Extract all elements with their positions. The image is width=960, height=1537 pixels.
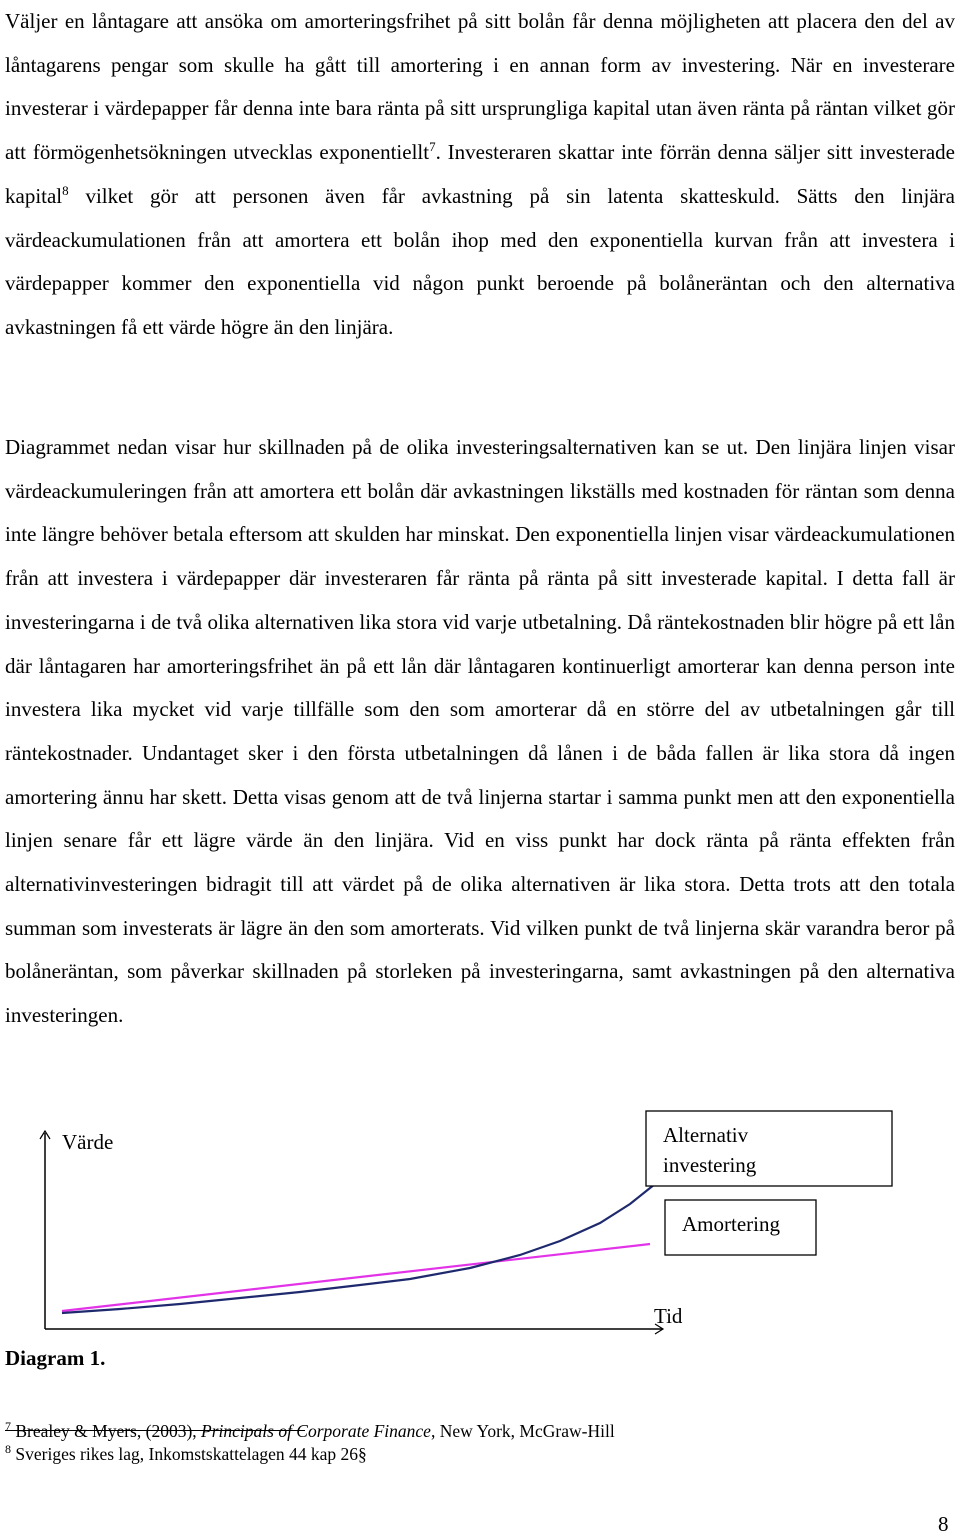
- footnote-text: , New York, McGraw-Hill: [430, 1421, 615, 1441]
- footnote-text: Brealey & Myers, (2003),: [15, 1421, 202, 1441]
- footnote-8: [5, 1443, 367, 1465]
- paragraph-text: . Investeraren skattar inte förrän denna säljer sitt investerade kapital: [5, 140, 955, 208]
- page-number: 8: [938, 1512, 949, 1536]
- diagram-caption: Diagram 1.: [5, 1346, 106, 1370]
- y-axis-label: Värde: [62, 1130, 114, 1154]
- amortering-line: [62, 1244, 650, 1311]
- legend-label-amortering: Amortering: [682, 1212, 780, 1236]
- footnote-text: Sveriges rikes lag, Inkomstskattelagen 44 kap 26§: [15, 1444, 367, 1464]
- diagram-1: [0, 1105, 960, 1355]
- x-axis-label: Tid: [654, 1304, 683, 1328]
- footnote-number: 8: [5, 1442, 11, 1457]
- body-paragraph-2: Diagrammet nedan visar hur skillnaden på de olika investeringsalternativen kan se ut. Den linjära linjen visar värdeackumuleringen från att amortera ett bolån där avkastningen likställs med kostnaden för räntan som denna inte längre behöver betala eftersom att skulden har minskat. Den exponentiella linjen visar värdeackumulationen från att investera i värdepapper där investeraren får ränta på ränta på sitt investerade kapital. I detta fall är investeringarna i de två olika alternativen lika stora vid varje utbetalning. Då räntekostnaden blir högre på ett lån där låntagaren har amorteringsfrihet än på ett lån där låntagaren kontinuerligt amorterar kan denna person inte investera lika mycket vid varje tillfälle som den som amorterar då en större del av utbetalningen går till räntekostnader. Undantaget sker i den första utbetalningen då lånen i de båda fallen är lika stora då ingen amortering ännu har skett. Detta visas genom att de två linjerna startar i samma punkt men att den exponentiella linjen senare får ett lägre värde än den linjära. Vid en viss punkt har dock ränta på ränta effekten från alternativinvesteringen bidragit till att värdet på de olika alternativen är lika stora. Detta trots att den totala summan som investerats är lägre än den som amorterats. Vid vilken punkt de två linjerna skär varandra beror på bolåneräntan, som påverkar skillnaden på storleken på investeringarna, samt avkastningen på den alternativa investeringen.: [5, 435, 955, 1028]
- body-paragraph-1: [5, 0, 955, 350]
- footnote-title: Principals of Corporate Finance: [201, 1421, 431, 1441]
- footnote-number: 7: [5, 1419, 11, 1434]
- legend-label-alternativ-1: Alternativ: [663, 1123, 749, 1147]
- paragraph-text: vilket gör att personen även får avkastning på sin latenta skatteskuld. Sätts den linjära värdeackumulationen från att amortera ett bolån ihop med den exponentiella kurvan från att investera i värdepapper kommer den exponentiella vid någon punkt beroende på bolåneräntan och den alternativa avkastningen få ett värde högre än den linjära.: [5, 183, 955, 339]
- paragraph-text: Väljer en låntagare att ansöka om amorteringsfrihet på sitt bolån får denna möjligheten att placera den del av låntagarens pengar som skulle ha gått till amortering i en annan form av investering. När en investerare investerar i värdepapper får denna inte bara ränta på sitt ursprungliga kapital utan även ränta på räntan vilket gör att förmögenhetsökningen utvecklas exponentiellt: [5, 9, 955, 165]
- footnote-ref-7[interactable]: 7: [429, 139, 436, 155]
- legend-label-alternativ-2: investering: [663, 1153, 757, 1177]
- footnote-7: [5, 1420, 615, 1442]
- footnote-ref-8[interactable]: 8: [62, 182, 69, 198]
- alternativ-investering-curve: [62, 1167, 672, 1313]
